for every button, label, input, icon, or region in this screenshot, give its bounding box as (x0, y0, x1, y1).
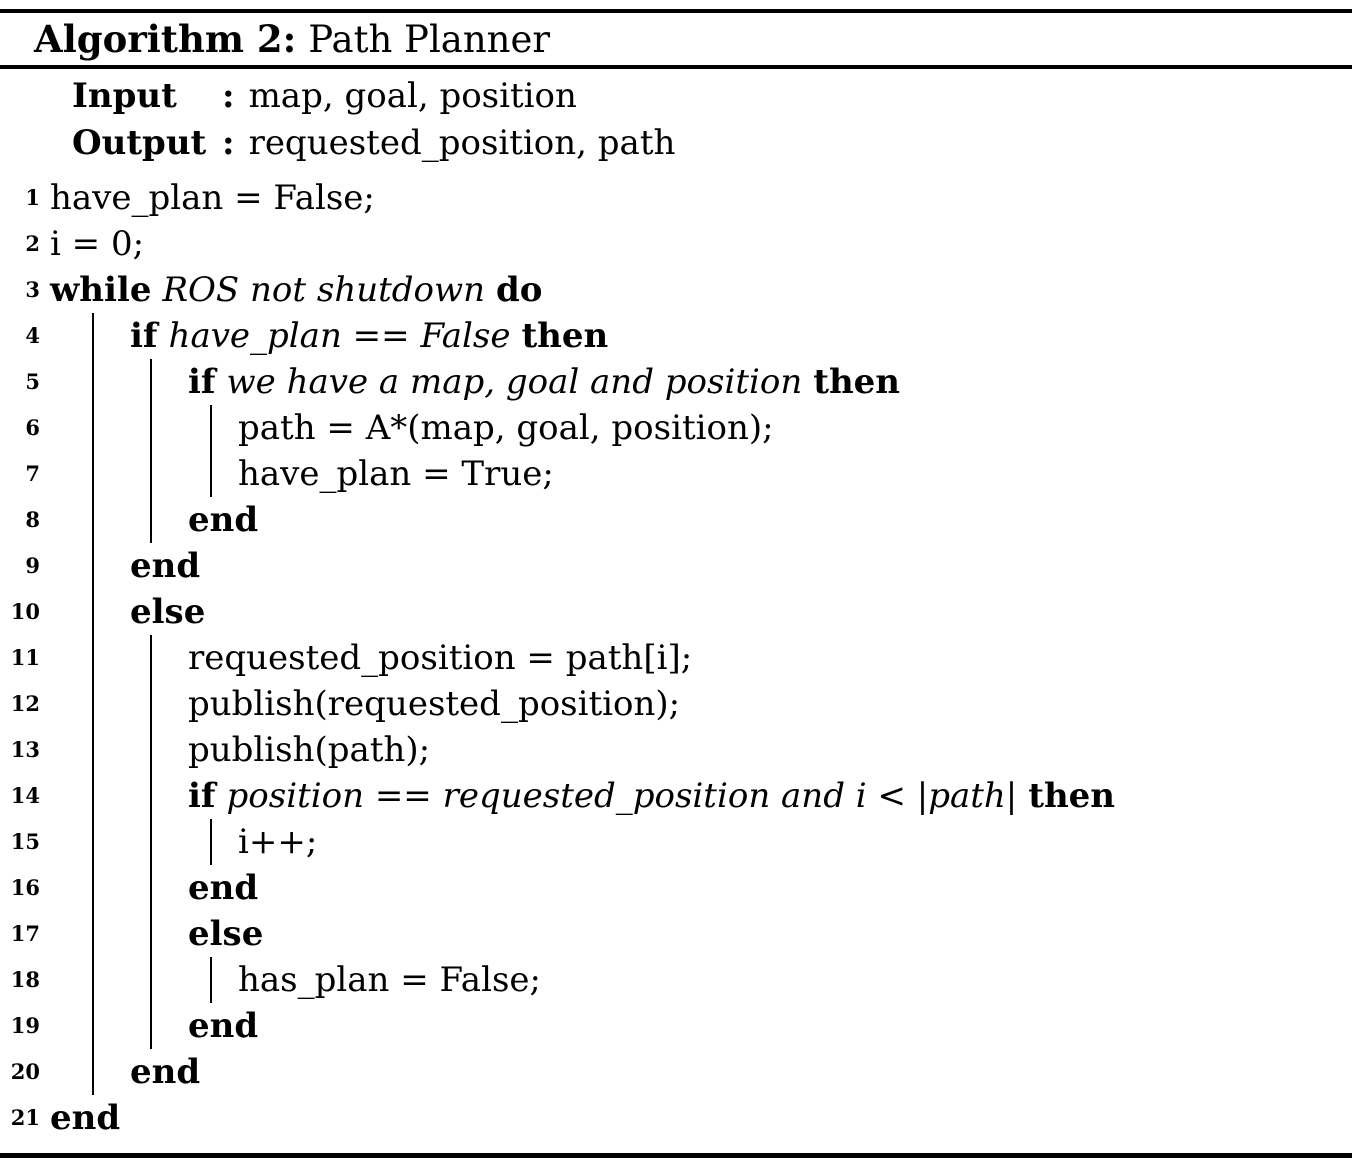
line-number: 18 (10, 967, 40, 992)
scope-bar (150, 451, 152, 497)
line-number: 19 (10, 1013, 40, 1038)
code-line (0, 819, 1352, 865)
line-number: 5 (25, 369, 40, 394)
line-number: 6 (25, 415, 40, 440)
code-line (0, 635, 1352, 681)
scope-bar (92, 405, 94, 451)
code-line (0, 267, 1352, 313)
condition: have_plan == False (168, 316, 511, 356)
line-number: 17 (10, 921, 40, 946)
line-number: 12 (10, 691, 40, 716)
keyword-end: end (188, 500, 259, 540)
scope-bar (150, 865, 152, 911)
scope-bar (92, 681, 94, 727)
scope-bar (92, 451, 94, 497)
scope-bar (92, 497, 94, 543)
scope-bar (150, 359, 152, 405)
code-line (0, 313, 1352, 359)
line-number: 4 (25, 323, 40, 348)
line-number: 15 (10, 829, 40, 854)
output-value: requested_position, path (248, 123, 676, 163)
code-line (0, 865, 1352, 911)
line-number: 10 (10, 599, 40, 624)
keyword-end: end (50, 1098, 121, 1138)
scope-bar (92, 359, 94, 405)
scope-bar (92, 1049, 94, 1095)
statement: requested_position = path[i]; (188, 638, 693, 678)
keyword-then: then (1028, 776, 1116, 816)
scope-bar (150, 819, 152, 865)
statement: have_plan = False; (50, 178, 375, 218)
statement: has_plan = False; (238, 960, 541, 1000)
keyword-while: while (50, 270, 152, 310)
keyword-end: end (188, 868, 259, 908)
line-number: 1 (25, 185, 40, 210)
line-number: 21 (10, 1105, 40, 1130)
condition: we have a map, goal and position (226, 362, 803, 402)
scope-bar (150, 497, 152, 543)
scope-bar (210, 819, 212, 865)
io-section (0, 69, 1352, 169)
algorithm-body (0, 175, 1352, 1141)
keyword-if: if (188, 362, 216, 402)
code-line (0, 773, 1352, 819)
bottom-rule (0, 1153, 1352, 1158)
keyword-end: end (188, 1006, 259, 1046)
code-line (0, 1003, 1352, 1049)
statement: i++; (238, 822, 318, 862)
scope-bar (92, 589, 94, 635)
line-number: 13 (10, 737, 40, 762)
scope-bar (92, 727, 94, 773)
keyword-end: end (130, 1052, 201, 1092)
scope-bar (92, 1003, 94, 1049)
code-line (0, 1049, 1352, 1095)
code-line (0, 359, 1352, 405)
line-number: 3 (25, 277, 40, 302)
scope-bar (150, 957, 152, 1003)
input-label: Input (72, 76, 177, 116)
algorithm-caption (0, 13, 1352, 65)
algorithm-caption-title: Path Planner (308, 18, 551, 61)
line-number: 2 (25, 231, 40, 256)
keyword-then: then (813, 362, 901, 402)
line-number: 9 (25, 553, 40, 578)
scope-bar (210, 405, 212, 451)
code-line (0, 175, 1352, 221)
keyword-if: if (130, 316, 158, 356)
code-line (0, 727, 1352, 773)
scope-bar (150, 1003, 152, 1049)
input-value: map, goal, position (248, 76, 577, 116)
line-number: 8 (25, 507, 40, 532)
keyword-else: else (188, 914, 264, 954)
input-colon: : (222, 76, 235, 116)
input-row (72, 73, 1352, 120)
scope-bar (210, 451, 212, 497)
keyword-then: then (521, 316, 609, 356)
code-line (0, 221, 1352, 267)
line-number: 16 (10, 875, 40, 900)
condition: position == requested_position and i < |path| (226, 776, 1018, 816)
scope-bar (150, 773, 152, 819)
output-colon: : (222, 123, 235, 163)
code-line (0, 681, 1352, 727)
code-line (0, 497, 1352, 543)
keyword-if: if (188, 776, 216, 816)
scope-bar (92, 773, 94, 819)
code-line (0, 957, 1352, 1003)
line-number: 14 (10, 783, 40, 808)
code-line (0, 405, 1352, 451)
scope-bar (92, 543, 94, 589)
output-row (72, 120, 1352, 167)
line-number: 20 (10, 1059, 40, 1084)
scope-bar (92, 819, 94, 865)
scope-bar (150, 681, 152, 727)
line-number: 7 (25, 461, 40, 486)
scope-bar (150, 727, 152, 773)
code-line (0, 543, 1352, 589)
algorithm-caption-label: Algorithm 2: (34, 17, 297, 61)
scope-bar (92, 957, 94, 1003)
scope-bar (92, 313, 94, 359)
keyword-end: end (130, 546, 201, 586)
keyword-else: else (130, 592, 206, 632)
code-line (0, 1095, 1352, 1141)
statement: publish(requested_position); (188, 684, 681, 724)
code-line (0, 911, 1352, 957)
scope-bar (92, 911, 94, 957)
scope-bar (92, 635, 94, 681)
line-number: 11 (10, 645, 40, 670)
scope-bar (150, 911, 152, 957)
scope-bar (150, 635, 152, 681)
keyword-do: do (496, 270, 543, 310)
condition: ROS not shutdown (162, 270, 486, 310)
output-label: Output (72, 123, 207, 163)
scope-bar (92, 865, 94, 911)
scope-bar (210, 957, 212, 1003)
code-line (0, 589, 1352, 635)
statement: i = 0; (50, 224, 145, 264)
scope-bar (150, 405, 152, 451)
statement: path = A*(map, goal, position); (238, 408, 774, 448)
statement: have_plan = True; (238, 454, 554, 494)
statement: publish(path); (188, 730, 431, 770)
code-line (0, 451, 1352, 497)
